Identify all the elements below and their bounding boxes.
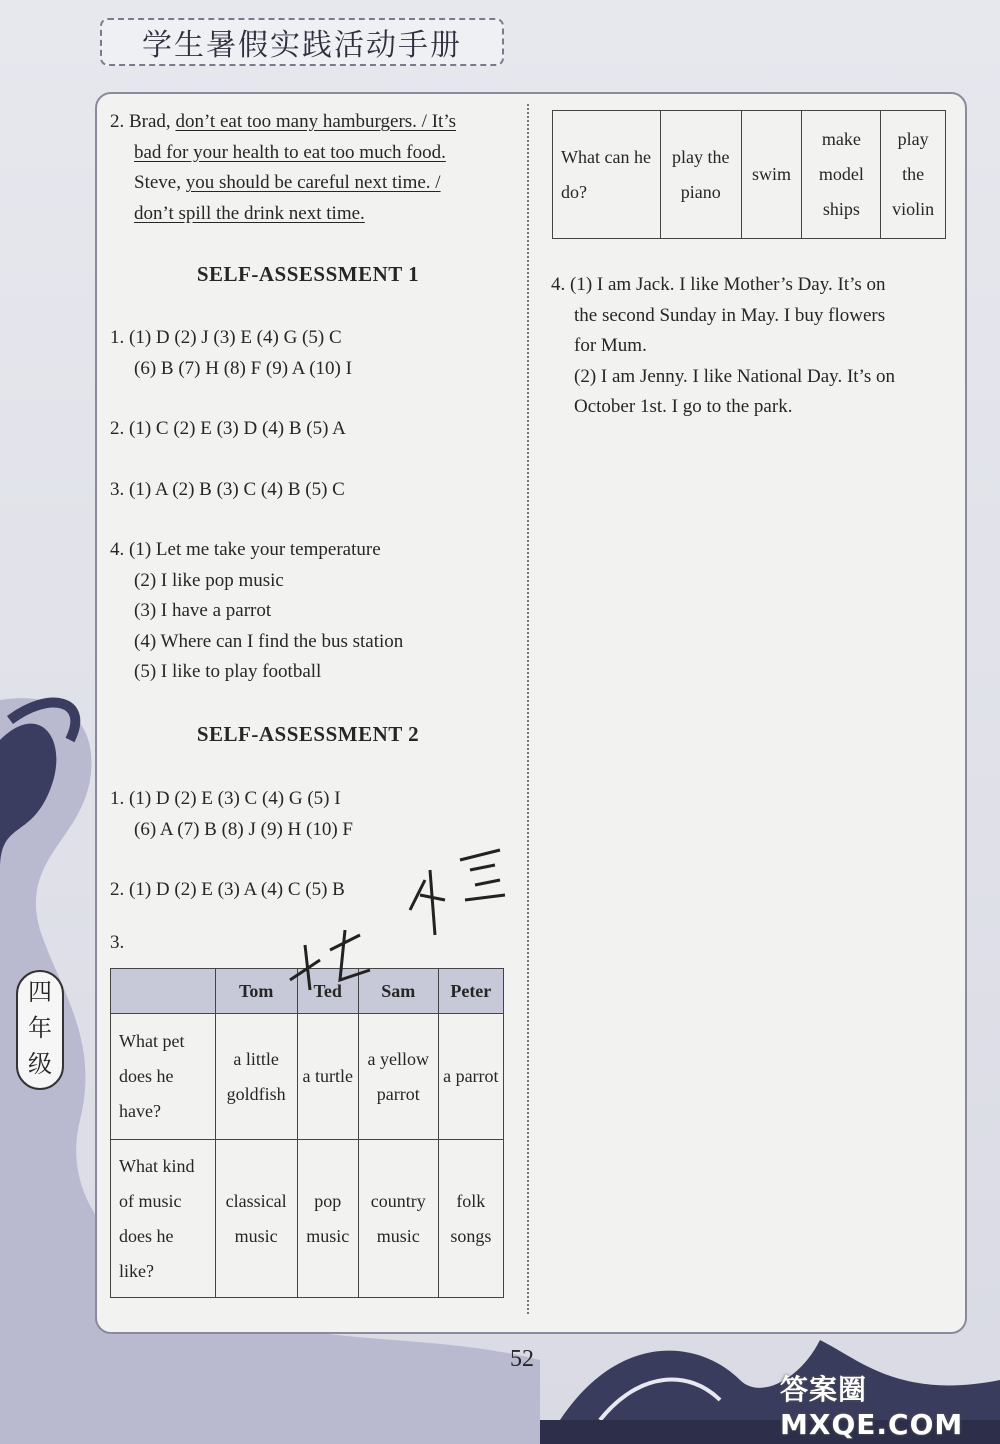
table-row <box>111 1014 504 1140</box>
answer-line: (6) A (7) B (8) J (9) H (10) F <box>134 818 354 840</box>
table-row <box>111 1140 504 1298</box>
table-header-cell: Tom <box>215 969 297 1014</box>
answer-line: 3. <box>110 931 125 953</box>
table-cell: swim <box>741 111 802 239</box>
answer-line: (6) B (7) H (8) F (9) A (10) I <box>134 357 352 379</box>
table-cell: a yellow parrot <box>358 1014 438 1140</box>
answer-line: 2. (1) D (2) E (3) A (4) C (5) B <box>110 879 345 900</box>
answer-line: October 1st. I go to the park. <box>574 396 793 417</box>
table-header-cell: Ted <box>297 969 358 1014</box>
answer-text: you should be careful next time. / <box>185 172 441 193</box>
table-cell: pop music <box>297 1140 358 1298</box>
pets-music-table <box>110 968 504 1298</box>
answer-text: don’t eat too many hamburgers. / It’s <box>175 111 456 132</box>
page-title: 学生暑假实践活动手册 <box>100 18 504 66</box>
table-row <box>553 111 946 239</box>
table-cell: classical music <box>215 1140 297 1298</box>
page-number: 52 <box>510 1346 534 1372</box>
answer-line: 4. (1) I am Jack. I like Mother’s Day. It’s on <box>551 274 886 295</box>
table-header-cell: Sam <box>358 969 438 1014</box>
table-header-cell <box>111 969 216 1014</box>
section-heading: SELF-ASSESSMENT 2 <box>196 722 420 746</box>
handwritten-scribble <box>260 840 520 1010</box>
abilities-table <box>552 110 946 239</box>
answer-line: (5) I like to play football <box>134 661 322 682</box>
answer-item-4 <box>551 270 956 423</box>
grade-char: 年 <box>28 1014 52 1042</box>
answer-line: for Mum. <box>574 335 647 356</box>
answer-line: (4) Where can I find the bus station <box>134 630 404 652</box>
section-heading: SELF-ASSESSMENT 1 <box>196 262 420 286</box>
site-watermark: 答案圈 MXQE.COM <box>780 1373 964 1441</box>
column-divider <box>527 104 529 1314</box>
grade-badge <box>16 970 64 1090</box>
answer-line: 1. (1) D (2) E (3) C (4) G (5) I <box>110 788 341 809</box>
table-cell: play the violin <box>881 111 946 239</box>
answer-text: don’t spill the drink next time. <box>134 202 365 224</box>
answer-line: 4. (1) Let me take your temperature <box>110 539 381 560</box>
table-cell: a parrot <box>438 1014 503 1140</box>
table-cell: What pet does he have? <box>111 1014 216 1140</box>
grade-char: 级 <box>28 1050 52 1078</box>
table-cell: What kind of music does he like? <box>111 1140 216 1298</box>
answer-item-2 <box>110 107 520 229</box>
answer-line: 3. (1) A (2) B (3) C (4) B (5) C <box>110 478 345 500</box>
table-cell: make model ships <box>802 111 881 239</box>
answer-text: Brad, <box>129 111 176 132</box>
answer-line: (3) I have a parrot <box>134 600 272 621</box>
answer-line: 1. (1) D (2) J (3) E (4) G (5) C <box>110 327 342 348</box>
table-cell: country music <box>358 1140 438 1298</box>
answer-line: (2) I am Jenny. I like National Day. It’s on <box>574 365 895 387</box>
table-cell: What can he do? <box>553 111 661 239</box>
answer-line: 2. (1) C (2) E (3) D (4) B (5) A <box>110 418 346 439</box>
answer-line: the second Sunday in May. I buy flowers <box>574 304 886 326</box>
table-cell: play the piano <box>660 111 741 239</box>
answer-text: Steve, <box>134 172 186 193</box>
answer-text: bad for your health to eat too much food. <box>134 141 446 163</box>
table-cell: a little goldfish <box>215 1014 297 1140</box>
table-header-cell: Peter <box>438 969 503 1014</box>
self-assessment-1 <box>110 323 520 688</box>
item-number: 2. <box>110 111 125 132</box>
answer-line: (2) I like pop music <box>134 569 284 591</box>
grade-char: 四 <box>28 978 52 1006</box>
table-cell: folk songs <box>438 1140 503 1298</box>
table-cell: a turtle <box>297 1014 358 1140</box>
